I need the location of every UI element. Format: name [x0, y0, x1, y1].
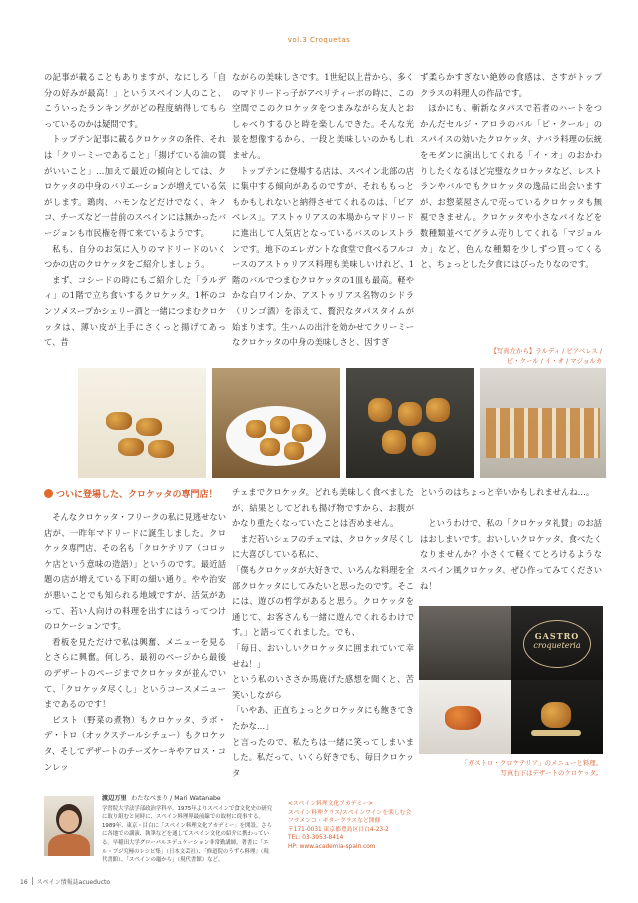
article-column-3: [420, 70, 602, 273]
gastro-logo: [523, 620, 591, 668]
article-column-1: [44, 70, 226, 351]
logo-subtext: croqueteria: [533, 641, 581, 650]
paragraph: チェまでクロケッタ。どれも美味しく食べましたが、結果としてどれも揚げ物ですから、お腹がかなり重たくなっていたことは否めません。: [232, 487, 414, 529]
author-profile: [102, 795, 274, 865]
author-name: 渡辺万里: [102, 795, 127, 802]
paragraph: 「いやあ、正直ちょっとクロケッタにも飽きてきたかな…」: [232, 705, 414, 731]
article-column-2: [232, 70, 414, 351]
paragraph: ず柔らかすぎない絶妙の食感は、さすがトップクラスの料理人の作品です。: [420, 72, 602, 98]
author-photo: [44, 796, 94, 856]
photo-mallorca: [480, 368, 606, 478]
caption-line: 【写真左から】ラルディ / ビアベレス /: [490, 347, 602, 355]
paragraph: そんなクロケッタ・フリークの私に見逃せない店が、一昨年マドリードに誕生しました。クロケッタ専門店、その名も「クロケテリア（コロッケ店という意味の造語）」というのです。最近話題の店が増えている下町の細い通り。やや治安が悪いことでも知られる地域ですが、活気があって、若い人向けの料理を出すにはうってつけのロケーションです。: [44, 512, 226, 632]
article-column-6: [420, 485, 602, 594]
caption-line: ピ・クール / イ・オ / マジョルカ: [506, 357, 602, 365]
running-header: vol.3 Croquetas: [287, 36, 351, 44]
info-line: スペイン料理クラス/スペインワインを楽しむ会: [288, 809, 412, 816]
paragraph: まず、コシードの時にもご紹介した「ラルディ」の1階で立ち食いするクロケッタ。1杯のコンソメスープかシェリー酒と一緒につまむクロケッタは、薄い皮が上手にさくっと揚げてあって、昔: [44, 274, 226, 348]
photo-caption-top: [491, 346, 603, 366]
academy-info: [288, 800, 466, 852]
paragraph: と言ったので、私たちは一緒に笑ってしまいました。私だって、いくら好きでも、毎日クロケッタ: [232, 736, 414, 778]
paragraph: トップテンに登場する店は、スペイン北部の店に集中する傾向があるのですが、それももっともかもしれないと納得させてくれるのは、「ビアベレス」。アストゥリアスの本場からマドリードに進出して人気店となっているバスのレストランです。地下のエレガントな食堂で食べるフルコースのアストゥリアス料理も美味しいけれど、1階のバルでつまむクロケッタの1皿も最高。軽やかな白ワインか、アストゥリアス名物のシドラ（リンゴ酒）を添えて、贅沢なタパスタイムが始まります。生ハムの出汁を効かせてクリーミーなクロケッタの中身の美味しさと、因すぎ: [232, 165, 414, 348]
photo-caption-bottom: [462, 758, 602, 778]
paragraph: というのはちょっと辛いかもしれませんね…。: [420, 487, 595, 497]
section-heading: [44, 487, 218, 500]
photo-pikuur: [346, 368, 474, 478]
paragraph: 「僕もクロケッタが大好きで、いろんな料理を全部クロケッタにしてみたいと思ったのです。そこには、遊びの哲学があると思う。クロケッタを通じて、お客さんも一緒に遊んでくれるわけです。」と語ってくれました。でも、: [232, 564, 414, 638]
paragraph: 看板を見ただけで私は興奮、メニューを見るとさらに興奮。何しろ、最初のページから最後のデザートのページまでクロケッタが並んでいて、「クロケッタ尽くし」というコースメニューまであるのです！: [44, 636, 226, 710]
author-name-line: [102, 795, 274, 804]
photo-lhardy: [78, 368, 206, 478]
paragraph: 「毎日、おいしいクロケッタに囲まれていて幸せね！」: [232, 642, 414, 669]
info-link[interactable]: HP: www.academia-spain.com: [288, 843, 376, 850]
paragraph: ながらの美味しさです。1世紀以上昔から、多くのマドリードっ子がアペリティーボの時に、この空間でこのクロケッタをつまみながら友人とおしゃべりするひと時を楽しんできた。そんな光景を想像するから、一段と美味しいのかもしれません。: [232, 72, 414, 160]
paragraph: の記事が載ることもありますが、なにしろ「自分の好みが最高！」というスペイン人のこと、こういったランキングがどの程度納得してもらっているのかは疑問です。: [44, 72, 226, 129]
paragraph: ピスト（野菜の煮物）もクロケッタ、ラボ・デ・トロ（オックステールシチュー）もクロケッタ、そしてデザートのチーズケーキやアロス・コンレッ: [44, 714, 226, 772]
article-column-4: [44, 510, 226, 775]
article-column-5: [232, 485, 414, 781]
paragraph: という私のいささか馬鹿げた感想を聞くと、苦笑いしながら: [232, 674, 414, 700]
info-line: <スペイン料理文化アカデミー>: [288, 801, 374, 807]
paragraph: まだ若いシェフのチェマは、クロケッタ尽くしに大喜びしている私に、: [232, 533, 414, 560]
bullet-icon: [44, 489, 53, 498]
section-heading-text: ついに登場した、クロケッタの専門店！: [56, 490, 218, 500]
paragraph: というわけで、私の「クロケッタ礼賛」のお話はおしまいです。おいしいクロケッタ、食べたくなりませんか？小さくて軽くてとろけるようなスペイン風クロケッタ、ぜひ作ってみてくださいね！: [420, 518, 602, 591]
info-line: フラメンコ・ギタークラスなど開催: [288, 818, 381, 825]
paragraph: 私も、自分のお気に入りのマドリードのいくつかの店のクロケッタをご紹介しましょう。: [44, 243, 226, 270]
author-bio: 学習院大学法学部政治学科卒。1975年よりスペインで食文化史の研究に取り組むと同時に、スペイン料理界最前線での取材に従事する。1989年、東京・目白に「スペイン料理文化アカデミー」を開設。さらに各地での講演、執筆などを通してスペイン文化の紹介に携わっている。早稲田大学グローバルエデュケーション非常勤講師。著書に「エル・ブジ究極のレシピ集」（日本文芸社）、「修道院のうずら料理」（現代書館）、「スペインの竈から」（現代書館）など。: [102, 805, 273, 864]
page-footer: [20, 877, 110, 886]
photo-viavelez: [212, 368, 340, 478]
caption-line: 写真右下はデザートのクロケッタ。: [500, 769, 602, 777]
caption-line: 「ガストロ・クロケテリア」のメニューと料理。: [461, 759, 602, 767]
paragraph: ほかにも、斬新なタパスで若者のハートをつかんだセルジ・アロラのバル「ピ・クール」のスパイスの効いたクロケッタ、ナバラ料理の伝統をモダンに演出してくれる「イ・オ」のおかわりしたくなるほど完璧なクロケッタなど、レストランやバルでもクロケッタの逸品に出会いますが、お惣菜屋さんで売っているクロケッタも無視できません。クロケッタや小さなパイなどを数種類並べてグラム売りしてくれる「マジョルカ」など、色んな種類を少しずつ買ってくると、ちょっとした夕食にはぴったりなのです。: [420, 103, 602, 270]
info-line: 〒171-0031 東京都豊島区目白4-23-2: [288, 826, 389, 833]
paragraph: トップテン記事に載るクロケッタの条件、それは「クリーミーであること」「揚げている油の質がいいこと」…加えて最近の傾向としては、クロケッタの中身のバリエーションが増えている気がします。鶏肉、ハモンなどだけでなく、キノコ、チーズなど一昔前のスペインには無かったバージョンも市民権を得て来ているようです。: [44, 134, 226, 238]
croquette-photo-strip: [78, 368, 606, 478]
gastro-croqueteria-collage: [419, 606, 603, 754]
page-number: 16: [20, 879, 28, 886]
info-line: TEL: 03-3953-8414: [288, 835, 344, 842]
magazine-name: スペイン情報誌acueducto: [36, 879, 111, 886]
author-reading: わたなべまり / Mari Watanabe: [131, 795, 221, 802]
footer-divider: [32, 877, 33, 885]
logo-text: GASTRO: [534, 631, 580, 641]
